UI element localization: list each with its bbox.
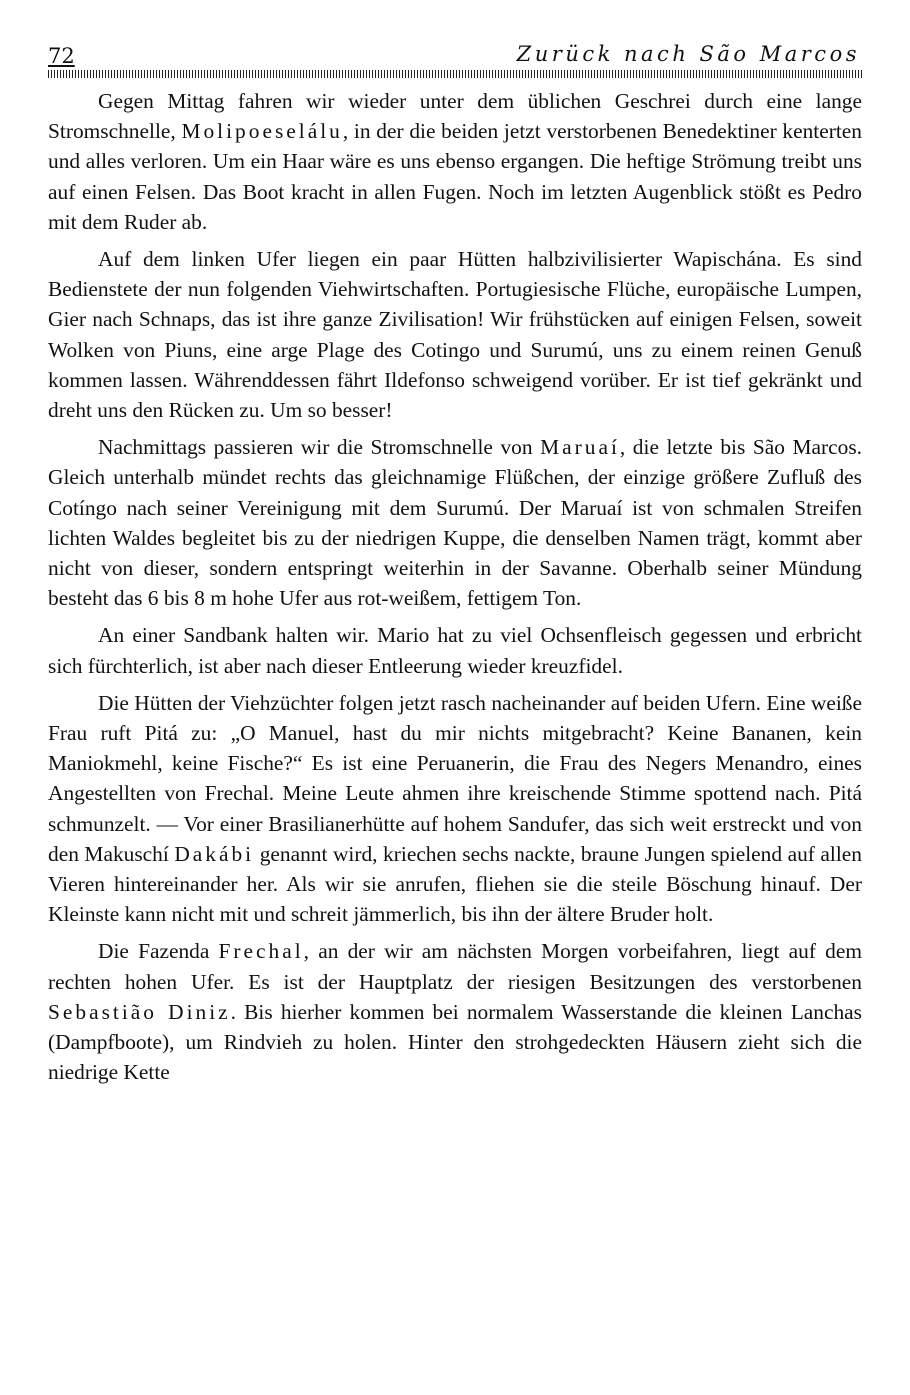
body-text bbox=[48, 86, 862, 1088]
header-rule bbox=[48, 70, 862, 78]
text-run: Die Fazenda bbox=[98, 939, 219, 964]
spaced-person-name: Sebastião Diniz bbox=[48, 999, 231, 1024]
spaced-place-name: Maruaí bbox=[540, 435, 620, 460]
spaced-place-name: Molipoeselálu bbox=[181, 119, 343, 144]
text-run: . Bis hierher kommen bei normalem Wasserstande die kleinen Lanchas (Dampfboote), um Rindvieh zu holen. Hinter den strohgedeckten Häusern zieht sich die niedrige Kette bbox=[48, 999, 862, 1085]
text-run: , die letzte bis São Marcos. Gleich unterhalb mündet rechts das gleichnamige Flüßchen, der einzige größere Zufluß des Cotíngo nach seiner Vereinigung mit dem Surumú. Der Maruaí ist von schmalen Streifen lichten Waldes begleitet bis zu der niedrigen Kuppe, die denselben Namen trägt, kommt aber nicht von dieser, sondern entspringt weiterhin in der Savanne. Oberhalb seiner Mündung besteht das 6 bis 8 m hohe Ufer aus rot-weißem, fettigem Ton. bbox=[48, 435, 862, 611]
text-run: Nachmittags passieren wir die Stromschnelle von bbox=[98, 435, 541, 460]
text-run: , an der wir am nächsten Morgen vorbeifahren, liegt auf dem rechten hohen Ufer. Es ist der Hauptplatz der riesigen Besitzungen des verstorbenen bbox=[48, 939, 862, 994]
running-head bbox=[48, 40, 862, 70]
paragraph bbox=[48, 432, 862, 613]
text-run: Auf dem linken Ufer liegen ein paar Hütten halbzivilisierter Wapischána. Es sind Bedienstete der nun folgenden Viehwirtschaften. Portugiesische Flüche, europäische Lumpen, Gier nach Schnaps, das ist ihre ganze Zivilisation! Wir frühstücken auf einigen Felsen, soweit Wolken von Piuns, eine arge Plage des Cotingo und Surumú, uns zu einem reinen Genuß kommen lassen. Währenddessen fährt Ildefonso schweigend vorüber. Er ist tief gekränkt und dreht uns den Rücken zu. Um so besser! bbox=[48, 247, 862, 423]
text-run: , in der die beiden jetzt verstorbenen Benedektiner kenterten und alles verloren. Um ein Haar wäre es uns ebenso ergangen. Die heftige Strömung treibt uns auf einen Felsen. Das Boot kracht in allen Fugen. Noch im letzten Augenblick stößt es Pedro mit dem Ruder ab. bbox=[48, 119, 862, 234]
spaced-place-name: Dakábi bbox=[174, 841, 255, 866]
page-number: 72 bbox=[48, 44, 75, 68]
paragraph bbox=[48, 688, 862, 930]
text-run: Gegen Mittag fahren wir wieder unter dem üblichen Geschrei durch eine lange Stromschnelle, bbox=[48, 89, 862, 144]
book-page bbox=[48, 40, 862, 1095]
text-run: genannt wird, kriechen sechs nackte, braune Jungen spielend auf allen Vieren hintereinander her. Als wir sie anrufen, fliehen sie die steile Böschung hinauf. Der Kleinste kann nicht mit und schreit jämmerlich, bis ihn der ältere Bruder holt. bbox=[48, 841, 863, 927]
paragraph bbox=[48, 244, 862, 425]
text-run: Die Hütten der Viehzüchter folgen jetzt rasch nacheinander auf beiden Ufern. Eine weiße Frau ruft Pitá zu: „O Manuel, hast du mir nichts mitgebracht? Keine Bananen, kein Maniokmehl, keine Fische?“ Es ist eine Peruanerin, die Frau des Negers Menandro, eines Angestellten von Frechal. Meine Leute ahmen ihre kreischende Stimme spottend nach. Pitá schmunzelt. — Vor einer Brasilianerhütte auf hohem Sandufer, das sich weit erstreckt und von den Makuschí bbox=[48, 690, 862, 866]
paragraph bbox=[48, 620, 862, 680]
running-title: Zurück nach São Marcos bbox=[516, 42, 860, 66]
paragraph bbox=[48, 86, 862, 237]
spaced-place-name: Frechal bbox=[218, 939, 304, 964]
text-run: An einer Sandbank halten wir. Mario hat zu viel Ochsenfleisch gegessen und erbricht sich fürchterlich, ist aber nach dieser Entleerung wieder kreuzfidel. bbox=[48, 623, 862, 678]
paragraph bbox=[48, 936, 862, 1087]
